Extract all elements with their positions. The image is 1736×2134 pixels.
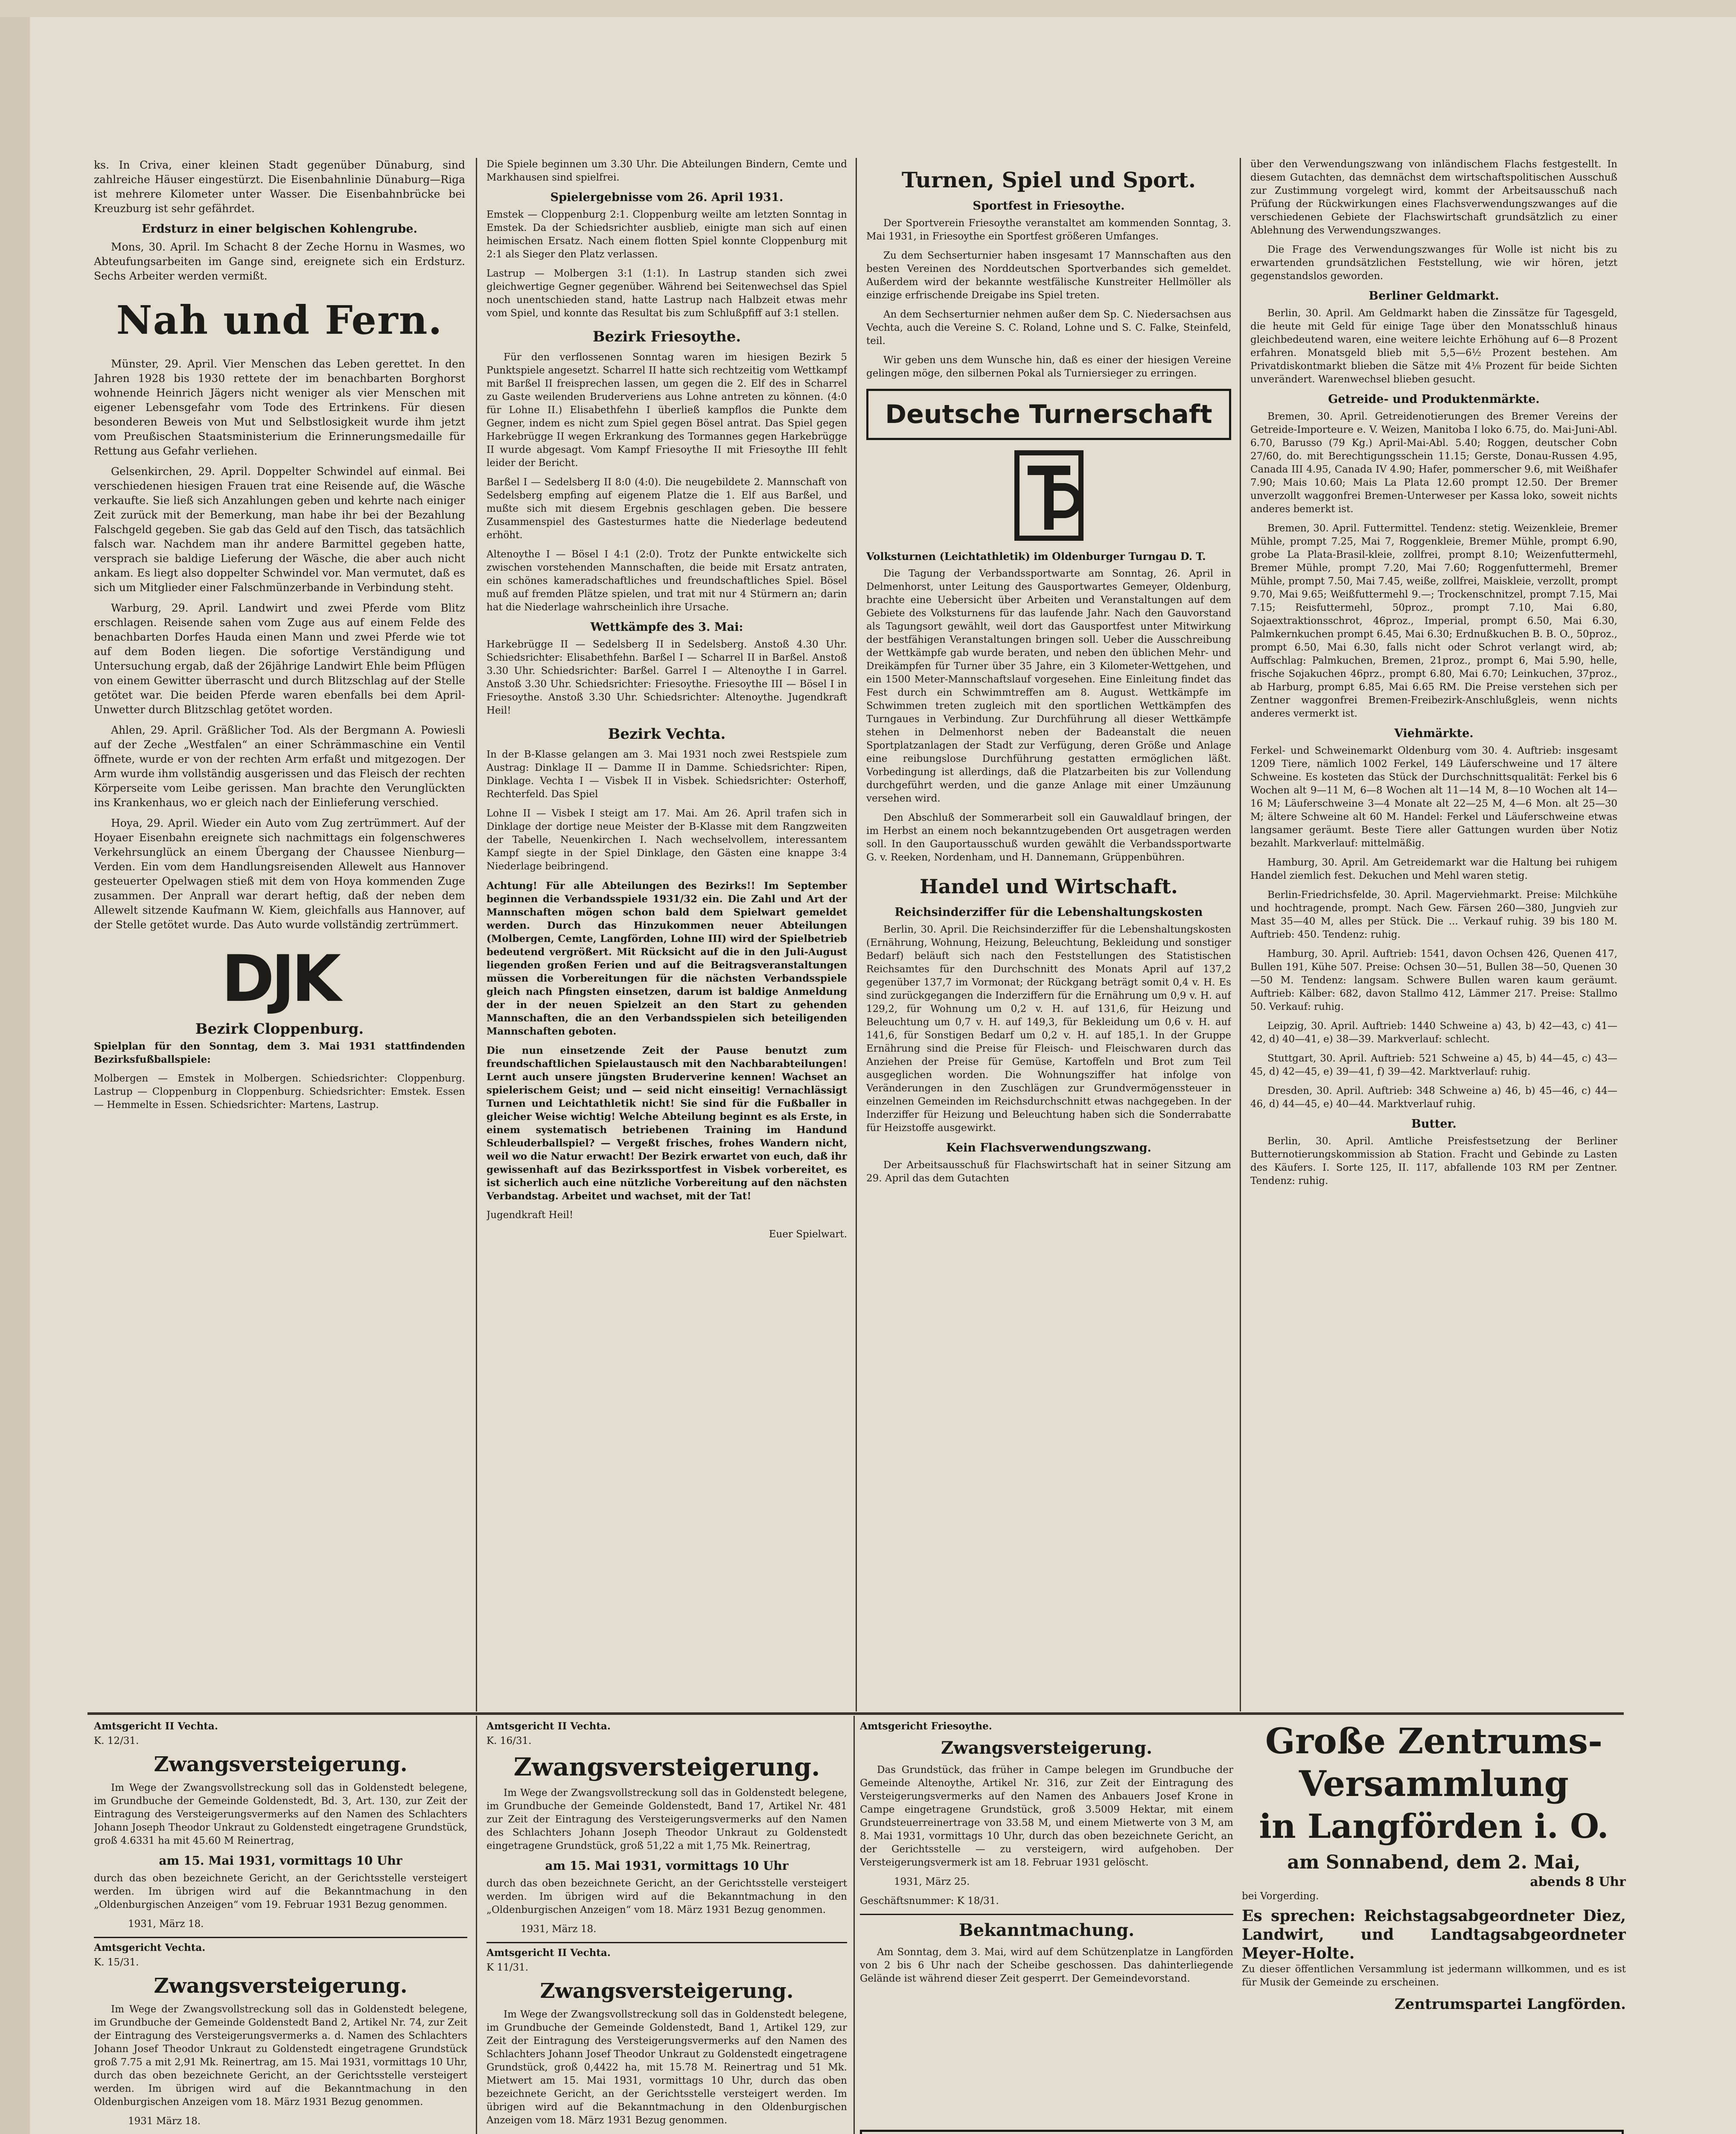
article-dresden: Dresden, 30. April. Auftrieb: 348 Schweine a) 46, b) 45—46, c) 44—46, d) 44—45, e) 40—44. Marktverlauf ruhig. xyxy=(1250,1085,1617,1110)
article-pause: Die nun einsetzende Zeit der Pause benutzt zum freundschaftlichen Spielaustausch mit den Nachbarabteilungen! Lernt auch unsere jüngsten Bruderverine kennen! Wachset an spielerischem Geist; und — seid nicht einseitig! Vernachlässigt Turnen und Leichtathletik nicht! Sie sind für die Fußballer in gleicher Weise wichtig! Welche Abteilung beginnt es als Erste, in einem systematisch betriebenen Training im Handund Schleuderballspiel? — Vergeßt frisches, frohes Wandern nicht, weil wo die Natur erwacht! Der Bezirk erwartet von euch, daß ihr gewissenhaft auf das Bezirkssportfest in Visbek vorbereitet, es ist sicherlich auch eine nützliche Vorbereitung auf den nächsten Verbandstag. Arbeitet und wachset, mit der Tat! xyxy=(486,1045,847,1202)
num-c1: Geschäftsnummer: K 18/31. xyxy=(860,1895,999,1907)
sign-c1: 1931, März 25. xyxy=(894,1876,970,1887)
zentrums-line-2: Versammlung xyxy=(1299,1764,1569,1805)
date-b1: am 15. Mai 1931, vormittags 10 Uhr xyxy=(545,1859,789,1873)
article-stuttgart: Stuttgart, 30. April. Auftrieb: 521 Schweine a) 45, b) 44—45, c) 43—45, d) 42—45, e) 39—41, f) 39—42. Marktverlauf: ruhig. xyxy=(1250,1053,1617,1077)
article-butter: Berlin, 30. April. Amtliche Preisfestsetzung der Berliner Butternotierungskommission ab Station. Fracht und Gebinde zu Lasten des Käufers. I. Sorte 125, II. 117, abfallende 103 RM per Zentner. Tendenz: ruhig. xyxy=(1250,1136,1617,1187)
headline-bezirk-cloppenburg: Bezirk Cloppenburg. xyxy=(195,1020,364,1038)
body2-a1: durch das oben bezeichnete Gericht, an der Gerichtsstelle versteigert werden. Im übrigen wird auf die Bekanntmachung in den „Oldenburgischen Anzeigen“ vom 19. Februar 1931 Bezug genommen. xyxy=(94,1873,467,1910)
section-title-nah-und-fern: Nah und Fern. xyxy=(116,297,443,343)
scan-edge-top xyxy=(0,0,1736,17)
section-title-handel: Handel und Wirtschaft. xyxy=(920,875,1178,898)
column-2 xyxy=(486,158,847,1711)
result-barssel: Barßel I — Sedelsberg II 8:0 (4:0). Die neugebildete 2. Mannschaft von Sedelsberg empfing auf eigenem Platze die 1. Elf aus Barßel, und mußte sich mit diesem Ergebnis geschlagen geben. Die bessere Zusammenspiel des Gastesturmes hatte die Niederlage bedeutend erhöht. xyxy=(486,477,847,541)
turnerschaft-banner-text: Deutsche Turnerschaft xyxy=(885,399,1212,429)
article-sportfest: Der Sportverein Friesoythe veranstaltet am kommenden Sonntag, 3. Mai 1931, in Friesoythe ein Sportfest größeren Umfanges. xyxy=(866,218,1231,242)
body-a1: Im Wege der Zwangsvollstreckung soll das in Goldenstedt belegene, im Grundbuche der Gemeinde Goldenstedt, Bd. 3, Art. 130, zur Zeit der Eintragung des Versteigerungsvermerks auf den Namen des Schlachters Johann Joseph Theodor Unkraut zu Goldenstedt eingetragene Grundstück, groß 4.6331 ha mit 45.60 M Reinertrag, xyxy=(94,1782,467,1846)
sign-a1: 1931, März 18. xyxy=(128,1918,204,1930)
ad-column-rule xyxy=(476,1716,477,2134)
article-flachs: Der Arbeitsausschuß für Flachswirtschaft hat in seiner Sitzung am 29. April das dem Gutachten xyxy=(866,1160,1231,1184)
spielplan-intro: Spielplan für den Sonntag, dem 3. Mai 1931 stattfindenden Bezirksfußballspiele: xyxy=(94,1041,465,1065)
article-hamburg: Hamburg, 30. April. Am Getreidemarkt war die Haltung bei ruhigem Handel ziemlich fest. Dekuchen und Mehl waren stetig. xyxy=(1250,857,1617,881)
ad-zentrums-versammlung xyxy=(1242,1720,1626,2125)
zentrums-line-6: bei Vorgerding. xyxy=(1242,1891,1319,1902)
column-4 xyxy=(1250,158,1617,1711)
zentrums-line-4: am Sonnabend, dem 2. Mai, xyxy=(1287,1851,1581,1873)
column-rule xyxy=(856,158,857,1711)
headline-butter: Butter. xyxy=(1411,1117,1456,1131)
court-a1: Amtsgericht II Vechta. xyxy=(94,1720,218,1732)
court-a2: Amtsgericht Vechta. xyxy=(94,1942,206,1953)
column-rule xyxy=(1240,158,1241,1711)
title-zwangsversteigerung-a1: Zwangsversteigerung. xyxy=(154,1752,408,1776)
article-leipzig: Leipzig, 30. April. Auftrieb: 1440 Schweine a) 43, b) 42—43, c) 41—42, d) 40—41, e) 38—39. Markverlauf: schlecht. xyxy=(1250,1020,1617,1045)
article-wunsch: Wir geben uns dem Wunsche hin, daß es einer der hiesigen Vereine gelingen möge, den silbernen Pokal als Turniersieger zu erringen. xyxy=(866,355,1231,379)
headline-getreide: Getreide- und Produktenmärkte. xyxy=(1328,393,1540,406)
title-zwangsversteigerung-a2: Zwangsversteigerung. xyxy=(154,1974,408,1998)
sign-b1: 1931, März 18. xyxy=(521,1924,597,1935)
column-1 xyxy=(94,158,465,1711)
article-geldmarkt: Berlin, 30. April. Am Geldmarkt haben die Zinssätze für Tagesgeld, die heute mit Geld für einige Tage über den Monatsschluß hinaus gleichbedeutend waren, eine weitere leichte Erhöhung auf 6—8 Prozent erfahren. Monatsgeld blieb mit 5,5—6½ Prozent bestehen. Am Privatdiskontmarkt blieben die Sätze mit 4⅛ Prozent für beide Sichten unverändert. Warenwechsel blieben gesucht. xyxy=(1250,308,1617,385)
headline-viehmaerkte: Viehmärkte. xyxy=(1394,727,1474,740)
title-zwangsversteigerung-c1: Zwangsversteigerung. xyxy=(941,1738,1153,1758)
ref-a2: K. 15/31. xyxy=(94,1957,139,1968)
headline-volksturnen: Volksturnen (Leichtathletik) im Oldenburger Turngau D. T. xyxy=(866,550,1206,563)
column-3 xyxy=(866,158,1231,1711)
zentrums-line-5: abends 8 Uhr xyxy=(1530,1875,1626,1889)
result-emstek: Emstek — Cloppenburg 2:1. Cloppenburg weilte am letzten Sonntag in Emstek. Da der Schiedsrichter ausblieb, einigte man sich auf einen heimischen Ersatz. Nach einem flotten Spiel konnte Cloppenburg mit 2:1 als Sieger den Platz verlassen. xyxy=(486,209,847,260)
sign-a2: 1931 März 18. xyxy=(128,2116,201,2127)
turnerschaft-banner xyxy=(866,389,1231,440)
article-ahlen: Ahlen, 29. April. Gräßlicher Tod. Als der Bergmann A. Powiesli auf der Zeche „Westfalen“ an einer Schrämmaschine ein Ventil öffnete, wurde er von der rechten Arm erfaßt und mitgezogen. Der Arm wurde ihm vollständig ausgerissen und das Fleisch der rechten Körperseite vom Leibe gerissen. Man brachte den Verunglückten ins Krankenhaus, wo er gleich nach der Einlieferung verschied. xyxy=(94,724,465,809)
spiele-beginnen: Die Spiele beginnen um 3.30 Uhr. Die Abteilungen Bindern, Cemte und Markhausen sind spielfrei. xyxy=(486,159,847,183)
ad-divider xyxy=(94,1937,467,1938)
article-oldenburg: Ferkel- und Schweinemarkt Oldenburg vom 30. 4. Auftrieb: insgesamt 1209 Tiere, nämlich 1002 Ferkel, 149 Läuferschweine und 17 ältere Schweine. Es kosteten das Stück der Durchschnittsqualität: Ferkel bis 6 Wochen alt 9—11 M, 6—8 Wochen alt 11—14 M, 8—10 Wochen alt 14—16 M; Läuferschweine 3—4 Monate alt 22—25 M, 4—6 Mon. alt 25—30 M; ältere Schweine alt 60 M. Handel: Ferkel und Läuferschweine etwas langsamer geräumt. Beste Tiere aller Gattungen wurden über Notiz bezahlt. Markverlauf: mittelmäßig. xyxy=(1250,745,1617,849)
ref-b2: K 11/31. xyxy=(486,1962,529,1973)
article-sommerarbeit: Den Abschluß der Sommerarbeit soll ein Gauwaldlauf bringen, der im Herbst an einem noch bekanntzugebenden Ort ausgetragen werden soll. In den Gauportausschuß wurden gewählt die Verbandssportwarte G. v. Reeken, Nordenham, und H. Dannemann, Grüppenbühren. xyxy=(866,812,1231,863)
ref-a1: K. 12/31. xyxy=(94,1735,139,1746)
headline-bezirk-vechta: Bezirk Vechta. xyxy=(608,726,726,743)
zentrums-line-8: Zu dieser öffentlichen Versammlung ist jedermann willkommen, und es ist für Musik der Gemeinde zu erscheinen. xyxy=(1242,1964,1626,1988)
article-achtung: Achtung! Für alle Abteilungen des Bezirks!! Im September beginnen die Verbandsspiele 1931/32 ein. Die Zahl und Art der Mannschaften mögen schon bald dem Spielwart gemeldet werden. Durch das Hinzukommen neuer Abteilungen (Molbergen, Cemte, Langförden, Lohne III) wird der Spielbetrieb bedeutend vergrößert. Mit Rücksicht auf die in den Juli-August liegenden großen Ferien und auf die Beitragsveranstaltungen müssen die Vorbereitungen für die nächsten Verbandsspiele gleich nach Pfingsten einsetzen, darum ist baldige Anmeldung der in der neuen Spielzeit an den Start zu gehenden Mannschaften, die an den Verbandsspielen sich beteiligenden Mannschaften geboten. xyxy=(486,880,847,1037)
headline-erdsturz: Erdsturz in einer belgischen Kohlengrube. xyxy=(142,222,417,236)
article-bremen-futtermittel: Bremen, 30. April. Futtermittel. Tendenz: stetig. Weizenkleie, Bremer Mühle, prompt 7.25, Mai 7, Roggenkleie, Bremer Mühle, prompt 6.90, grobe La Plata-Brasil-kleie, zollfrei, prompt 8.10; Weizenfuttermehl, Bremer Mühle, prompt 7.20, Mai 7.60; Roggenfuttermehl, Bremer Mühle, prompt 7.50, Mai 7.45, weiße, zollfrei, Maiskleie, verzollt, prompt 9.70, Mai 9.65; Weißfuttermehl 9.—; Trockenschnitzel, prompt 7.15, Mai 7.15; Reisfuttermehl, 50proz., prompt 7.10, Mai 6.80, Sojaextraktionsschrot, 46proz., Imperial, prompt 6.50, Mai 6.30, Palmkernkuchen prompt 6.45, Mai 6.30; Erdnußkuchen B. B. O., 50proz., prompt 6.50, Mai 6.30, falls nicht oder Schrot verlangt wird, ab; Auffschlag: Palmkuchen, Bremen, 21proz., prompt 6, Mai 5.90, helle, frische Sojakuchen 46prz., prompt 6.80, Mai 6.70; Leinkuchen, 37proz., ab Harburg, prompt 6.85, Mai 6.65 RM. Die Preise verstehen sich per Zentner waggonfrei Bremen-Freibezirk-Anschlußgleis, wenn nichts anderes vermerkt ist. xyxy=(1250,523,1617,719)
scan-edge xyxy=(0,0,30,2134)
section-divider xyxy=(87,1712,1624,1715)
zentrums-line-3: in Langförden i. O. xyxy=(1259,1807,1609,1846)
headline-bezirk-friesoythe: Bezirk Friesoythe. xyxy=(592,328,741,345)
body-bekanntmachung: Am Sonntag, dem 3. Mai, wird auf dem Schützenplatze in Langförden von 2 bis 6 Uhr nach der Scheibe geschossen. Das dahinterliegende Gelände ist während dieser Zeit gesperrt. Der Gemeindevorstand. xyxy=(860,1947,1233,1984)
result-altenoythe: Altenoythe I — Bösel I 4:1 (2:0). Trotz der Punkte entwickelte sich zwischen vorstehenden Mannschaften, die beide mit Ersatz antraten, ein schönes kameradschaftliches und freundschaftliches Spiel. Bösel muß auf fremden Plätze spielen, und trat mit nur 4 Stürmern an; darin hat die Niederlage wahrscheinlich ihre Ursache. xyxy=(486,549,847,613)
zentrums-line-1: Große Zentrums- xyxy=(1265,1721,1603,1762)
ads-column-c xyxy=(860,1720,1233,2125)
title-zwangsversteigerung-b2: Zwangsversteigerung. xyxy=(540,1979,794,2003)
article-sechserturnier: Zu dem Sechserturnier haben insgesamt 17 Mannschaften aus den besten Vereinen des Norddeutschen Sportverbandes sich gemeldet. Außerdem wird der bekannte westfälische Kunstreiter Hellmöller als einzige erfrischende Dreigabe ins Spiel treten. xyxy=(866,250,1231,301)
article-hoya: Hoya, 29. April. Wieder ein Auto vom Zug zertrümmert. Auf der Hoyaer Eisenbahn ereignete sich nachmittags ein folgenschweres Verkehrsunglück an einem Übergang der Chaussee Nienburg—Verden. Ein vom dem Handlungsreisenden Allewelt aus Hannover gesteuerter Opelwagen stieß mit dem von Hoya kommenden Zuge zusammen. Der Anprall war derart heftig, daß der neben dem Allewelt sitzende Kaufmann W. Kiem, gleichfalls aus Hannover, auf der Stelle getötet wurde. Das Auto wurde vollständig zertrümmert. xyxy=(94,817,465,931)
article-hamburg-vieh: Hamburg, 30. April. Auftrieb: 1541, davon Ochsen 426, Quenen 417, Bullen 191, Kühe 507. Preise: Ochsen 30—51, Bullen 38—50, Quenen 30—50 M. Tendenz: langsam. Schwere Bullen waren kaum geräumt. Auftrieb: Kälber: 682, davon Stallmo 412, Lämmer 217. Preise: Stallmo 50. Verkauf: ruhig. xyxy=(1250,948,1617,1012)
column-rule xyxy=(476,158,477,1711)
spielplan-list: Molbergen — Emstek in Molbergen. Schiedsrichter: Cloppenburg. Lastrup — Cloppenburg in Cloppenburg. Schiedsrichter: Emstek. Essen — Hemmelte in Essen. Schiedsrichter: Martens, Lastrup. xyxy=(94,1073,465,1111)
result-lastrup: Lastrup — Molbergen 3:1 (1:1). In Lastrup standen sich zwei gleichwertige Gegner gegenüber. Während bei Seitenwechsel das Spiel noch unentschieden stand, hatte Lastrup nach Halbzeit etwas mehr vom Spiel, und konnte das Resultat bis zum Schlußpfiff auf 3:1 stellen. xyxy=(486,268,847,319)
ad-divider xyxy=(486,1942,847,1943)
djk-logo-text: DJK xyxy=(221,942,338,1016)
article-lohne: Lohne II — Visbek I steigt am 17. Mai. Am 26. April trafen sich in Dinklage der dortige neue Meister der B-Klasse mit dem Rangzweiten der Tabelle, Neuenkirchen I. Nach wechselvollem, interessantem Kampf siegte in der Spiel Dinklage, den Gästen eine knappe 3:4 Niederlage beibringend. xyxy=(486,808,847,872)
section-title-turnen: Turnen, Spiel und Sport. xyxy=(901,167,1196,192)
article-muenster: Münster, 29. April. Vier Menschen das Leben gerettet. In den Jahren 1928 bis 1930 rettete der im benachbarten Borghorst wohnende Heinrich Jägers nicht weniger als vier Menschen mit eigener Lebensgefahr vom Tode des Ertrinkens. Für diesen besonderen Beweis von Mut und Selbstlosigkeit wurde ihm jetzt vom Preußischen Staatsministerium die Erinnerungsmedaille für Rettung aus Gefahr verliehen. xyxy=(94,358,465,457)
court-c1: Amtsgericht Friesoythe. xyxy=(860,1720,992,1732)
ref-b1: K. 16/31. xyxy=(486,1735,532,1746)
article-reichsindex: Berlin, 30. April. Die Reichsinderziffer für die Lebenshaltungskosten (Ernährung, Wohnung, Heizung, Beleuchtung, Bekleidung und sonstiger Bedarf) beläuft sich nach den Feststellungen des Statistischen Reichsamtes für den Durchschnitt des Monats April auf 137,2 gegenüber 137,7 im Vormonat; der Rückgang beträgt somit 0,4 v. H. Es sind zurückgegangen die Inderziffern für die Ernährung um 0,9 v. H. auf 129,2, für Wohnung um 0,2 v. H. auf 131,6, für Heizung und Beleuchtung um 0,7 v. H. auf 149,3, für Bekleidung um 0,6 v. H. auf 141,6, für Sonstigen Bedarf um 0,2 v. H. auf 185,1. In der Gruppe Ernährung sind die Preise für Fleisch- und Fleischwaren durch das Anziehen der Preise für Gemüse, Kartoffeln und Brot zum Teil ausgeglichen worden. Die Wohnungsziffer hat infolge von Veränderungen in den Zuschlägen zur Grundvermögenssteuer in einzelnen Gemeinden im Reichsdurchschnitt etwas nachgegeben. In der Inderziffer für Heizung und Beleuchtung haben sich die Sonderrabatte für Heizstoffe ausgewirkt. xyxy=(866,924,1231,1134)
headline-spielergebnisse: Spielergebnisse vom 26. April 1931. xyxy=(550,191,784,204)
body-b2: Im Wege der Zwangsvollstreckung soll das in Goldenstedt belegene, im Grundbuche der Gemeinde Goldenstedt, Band 1, Artikel 129, zur Zeit der Eintragung des Versteigerungsvermerks auf den Namen des Schlachters Johann Josef Theodor Unkraut zu Goldenstedt eingetragene Grundstück, groß 0,4422 ha, mit 15.78 M. Reinertrag und 51 Mk. Mietwert am 15. Mai 1931, vormittags 10 Uhr, durch das oben bezeichnete Gericht, an der Gerichtsstelle versteigert werden. Im übrigen wird auf die Bekanntmachung in den Oldenburgischen Anzeigen vom 18. März 1931 Bezug genommen. xyxy=(486,2009,847,2126)
body2-b1: durch das oben bezeichnete Gericht, an der Gerichtsstelle versteigert werden. Im übrigen wird auf die Bekanntmachung in den „Oldenburgischen Anzeigen“ vom 18. März 1931 Bezug genommen. xyxy=(486,1878,847,1915)
article-wolle: Die Frage des Verwendungszwanges für Wolle ist nicht bis zu erwartenden grundsätzlichen Feststellung, wie wir hören, jetzt gegenstandslos geworden. xyxy=(1250,244,1617,282)
article-tagung: Die Tagung der Verbandssportwarte am Sonntag, 26. April in Delmenhorst, unter Leitung des Gausportwartes Gemeyer, Oldenburg, brachte eine Uebersicht über Arbeiten und Veranstaltungen auf dem Gebiete des Volksturnens für das laufende Jahr. Nach den Gauvorstand als Tagungsort gewählt, weil dort das Gausportfest unter Mitwirkung der bestfähigen Veranstaltungen bringen soll. Ueber die Ausschreibung der Wettkämpfe gab wurde beraten, und neben den üblichen Mehr- und Dreikämpfen für Turner über 35 Jahre, ein 3 Kilometer-Wettgehen, und ein 1500 Meter-Mannschaftslauf vorgesehen. Eine Einleitung findet das Fest durch ein Schwimmtreffen am 8. August. Wettkämpfe im Schwimmen treten zugleich mit den sportlichen Wettkämpfen des Turngaues in Verbindung. Zur Durchführung all dieser Wettkämpfe stehen in Delmenhorst neben der Badeanstalt die neuen Sportplatzanlagen der Stadt zur Verfügung, deren Größe und Anlage eine reibungslose Durchführung gestatten ermöglichen läßt. Vorbedingung ist allerdings, daß die Platzarbeiten bis zur Vollendung durchgeführt werden, und die ganze Anlage mit einer Umzäunung versehen wird. xyxy=(866,568,1231,804)
ad-gereke xyxy=(860,2130,1624,2134)
headline-flachs: Kein Flachsverwendungszwang. xyxy=(946,1141,1151,1154)
body-b1: Im Wege der Zwangsvollstreckung soll das in Goldenstedt belegene, im Grundbuche der Gemeinde Goldenstedt, Band 17, Artikel Nr. 481 zur Zeit der Eintragung des Versteigerungsvermerks auf den Namen des Schlachters Johann Joseph Theodor Unkraut zu Goldenstedt eingetragene Grundstück, groß 51,22 a mit 1,75 Mk. Reinertrag, xyxy=(486,1787,847,1851)
greeting: Jugendkraft Heil! xyxy=(486,1210,574,1221)
title-bekanntmachung: Bekanntmachung. xyxy=(958,1920,1135,1940)
court-b2: Amtsgericht II Vechta. xyxy=(486,1947,611,1959)
headline-wettkaempfe: Wettkämpfe des 3. Mai: xyxy=(590,621,743,634)
article-vechta: In der B-Klasse gelangen am 3. Mai 1931 noch zwei Restspiele zum Austrag: Dinklage II — Damme II in Damme. Schiedsrichter: Ripen, Dinklage. Vechta I — Visbek II in Visbek. Schiedsrichter: Osterhoff, Rechterfeld. Das Spiel xyxy=(486,749,847,800)
zentrums-line-9: Zentrumspartei Langförden. xyxy=(1394,1996,1626,2013)
ads-column-a xyxy=(94,1720,467,2134)
article-mons: Mons, 30. April. Im Schacht 8 der Zeche Hornu in Wasmes, wo Abteufungsarbeiten im Gange sind, ereignete sich ein Erdsturz. Sechs Arbeiter werden vermißt. xyxy=(94,241,465,282)
ads-column-b xyxy=(486,1720,847,2134)
court-b1: Amtsgericht II Vechta. xyxy=(486,1720,611,1732)
title-zwangsversteigerung-b1: Zwangsversteigerung. xyxy=(513,1752,820,1781)
article-berlin-friedrichsfelde: Berlin-Friedrichsfelde, 30. April. Magerviehmarkt. Preise: Milchkühe und hochtragende, prompt. Nach Gew. Färsen 260—380, Jungvieh zur Mast 35—40 M, alles per Stück. Die ... Verkauf ruhig. 39 bis 180 M. Auftrieb: 450. Tendenz: ruhig. xyxy=(1250,889,1617,940)
turnerschaft-emblem-icon xyxy=(1013,449,1085,542)
article-flachs-cont: über den Verwendungszwang von inländischem Flachs festgestellt. In diesem Gutachten, das demnächst dem wirtschaftspolitischen Ausschuß zur Zustimmung vorgelegt wird, kommt der Arbeitsausschuß nach Prüfung der Rückwirkungen eines Flachsverwendungszwanges auf die verschiedenen Gebiete der Flachswirtschaft grundsätzlich zu einer Ablehnung des Verwendungszwanges. xyxy=(1250,159,1617,236)
article-criva: ks. In Criva, einer kleinen Stadt gegenüber Dünaburg, sind zahlreiche Häuser eingestürzt. Die Eisenbahnlinie Dünaburg—Riga ist mehrere Kilometer unter Wasser. Die Eisenbahnbrücke bei Kreuzburg ist sehr gefährdet. xyxy=(94,159,465,215)
article-warburg: Warburg, 29. April. Landwirt und zwei Pferde vom Blitz erschlagen. Reisende sahen vom Zuge aus auf einem Felde des benachbarten Dorfes Hauda einen Mann und zwei Pferde wie tot auf dem Boden liegen. Die sofortige Verständigung und Untersuchung ergab, daß der 26jährige Landwirt Ehle beim Pflügen von einem Gewitter überrascht und durch Blitzschlag auf der Stelle getötet war. Die beiden Pferde waren ebenfalls bei dem April-Unwetter durch Blitzschlag getötet worden. xyxy=(94,602,465,716)
wettkaempfe-list: Harkebrügge II — Sedelsberg II in Sedelsberg. Anstoß 4.30 Uhr. Schiedsrichter: Elisabethfehn. Barßel I — Scharrel II in Barßel. Anstoß 3.30 Uhr. Schiedsrichter: Barßel. Garrel I — Altenoythe I in Garrel. Anstoß 3.30 Uhr. Schiedsrichter: Friesoythe. Friesoythe III — Bösel I in Friesoythe. Anstoß 3.30 Uhr. Schiedsrichter: Altenoythe. Jugendkraft Heil! xyxy=(486,639,847,716)
body-a2: Im Wege der Zwangsvollstreckung soll das in Goldenstedt belegene, im Grundbuche der Gemeinde Goldenstedt Band 2, Artikel Nr. 74, zur Zeit der Eintragung des Versteigerungsvermerks a. d. Namen des Schlachters Johann Josef Theodor Unkraut zu Goldenstedt eingetragene Grundstück groß 7.75 a mit 2,91 Mk. Reinertrag, am 15. Mai 1931, vormittags 10 Uhr, durch das oben bezeichnete Gericht, an der Gerichtsstelle versteigert werden. Im übrigen wird auf die Bekanntmachung in den Oldenburgischen Anzeigen vom 18. März 1931 Bezug genommen. xyxy=(94,2004,467,2108)
article-gelsenkirchen: Gelsenkirchen, 29. April. Doppelter Schwindel auf einmal. Bei verschiedenen hiesigen Frauen trat eine Reisende auf, die Wäsche verkaufte. Sie ließ sich Anzahlungen geben und kehrte nach einiger Zeit zurück mit der Bemerkung, man habe ihr bei der Bezahlung Falschgeld gegeben. Sie gab das Geld auf den Tisch, das tatsächlich falsch war. Nachdem man ihr andere Barmittel gegeben hatte, versprach sie baldige Lieferung der Wäsche, die aber auch nicht ankam. Es liegt also doppelter Schwindel vor. Man vermutet, daß es sich um Mitglieder einer Falschmünzerbande in Verbindung steht. xyxy=(94,465,465,594)
zentrums-line-7: Es sprechen: Reichstagsabgeordneter Diez, Landwirt, und Landtagsabgeordneter Meyer-Holte. xyxy=(1242,1907,1626,1962)
headline-reichsindex: Reichsinderziffer für die Lebenshaltungskosten xyxy=(894,906,1203,919)
article-sechserturnier-2: An dem Sechserturnier nehmen außer dem Sp. C. Niedersachsen aus Vechta, auch die Vereine S. C. Roland, Lohne und S. C. Falke, Steinfeld, teil. xyxy=(866,309,1231,347)
headline-geldmarkt: Berliner Geldmarkt. xyxy=(1369,289,1499,303)
ad-divider xyxy=(860,1914,1233,1915)
headline-sportfest: Sportfest in Friesoythe. xyxy=(973,199,1125,213)
date-a1: am 15. Mai 1931, vormittags 10 Uhr xyxy=(159,1854,402,1868)
signature-spielwart: Euer Spielwart. xyxy=(769,1229,847,1240)
article-bremen: Bremen, 30. April. Getreidenotierungen des Bremer Vereins der Getreide-Importeure e. V. Weizen, Manitoba I loko 6.75, do. Mai-Juni-Abl. 6.70, Barusso (79 Kg.) April-Mai-Abl. 5.40; Roggen, deutscher Cobn 27/60, do. mit Berechtigungsschein 11.15; Gerste, Donau-Russen 4.95, Canada III 4.95, Canada IV 4.90; Hafer, pommerscher 9.6, mit Weißhafer 7.90; Mais 10.60; Mais La Plata 12.60 prompt 12.50. Der Bremer unverzollt waggonfrei Bremen-Unterweser per Kassa loko, soweit nichts anderes bemerkt ist. xyxy=(1250,411,1617,515)
body-c1: Das Grundstück, das früher in Campe belegen im Grundbuche der Gemeinde Altenoythe, Artikel Nr. 316, zur Zeit der Eintragung des Versteigerungsvermerks auf den Namen des Anbauers Josef Krone in Campe eingetragene Grundstück, groß 3.5009 Hektar, mit einem Grundsteuerreinertrage von 33.58 M, und einem Mietwerte von 3 M, am 8. Mai 1931, vormittags 10 Uhr, durch das oben bezeichnete Gericht, an der Gerichtsstelle — zu versteigern, wird aufgehoben. Der Versteigerungsvermerk ist am 18. Februar 1931 gelöscht. xyxy=(860,1764,1233,1868)
djk-logo xyxy=(94,942,465,1016)
ad-column-rule xyxy=(853,1716,855,2134)
article-friesoythe: Für den verflossenen Sonntag waren im hiesigen Bezirk 5 Punktspiele angesetzt. Scharrel II hatte sich rechtzeitig vom Wettkampf mit Barßel II freisprechen lassen, um gegen die 2. Elf des in Scharrel zu Gaste weilenden Bruderveriens aus Lohne antreten zu können. (4:0 für Lohne II.) Elisabethfehn I überließ kampflos die Punkte dem Gegner, indem es nicht zum Spiel gegen Bösel antrat. Das Spiel gegen Harkebrügge II wegen Erkrankung des Tormannes gegen Harkebrügge II wurde abgesagt. Vom Kampf Friesoythe II mit Friesoythe III fehlt leider der Bericht. xyxy=(486,352,847,469)
